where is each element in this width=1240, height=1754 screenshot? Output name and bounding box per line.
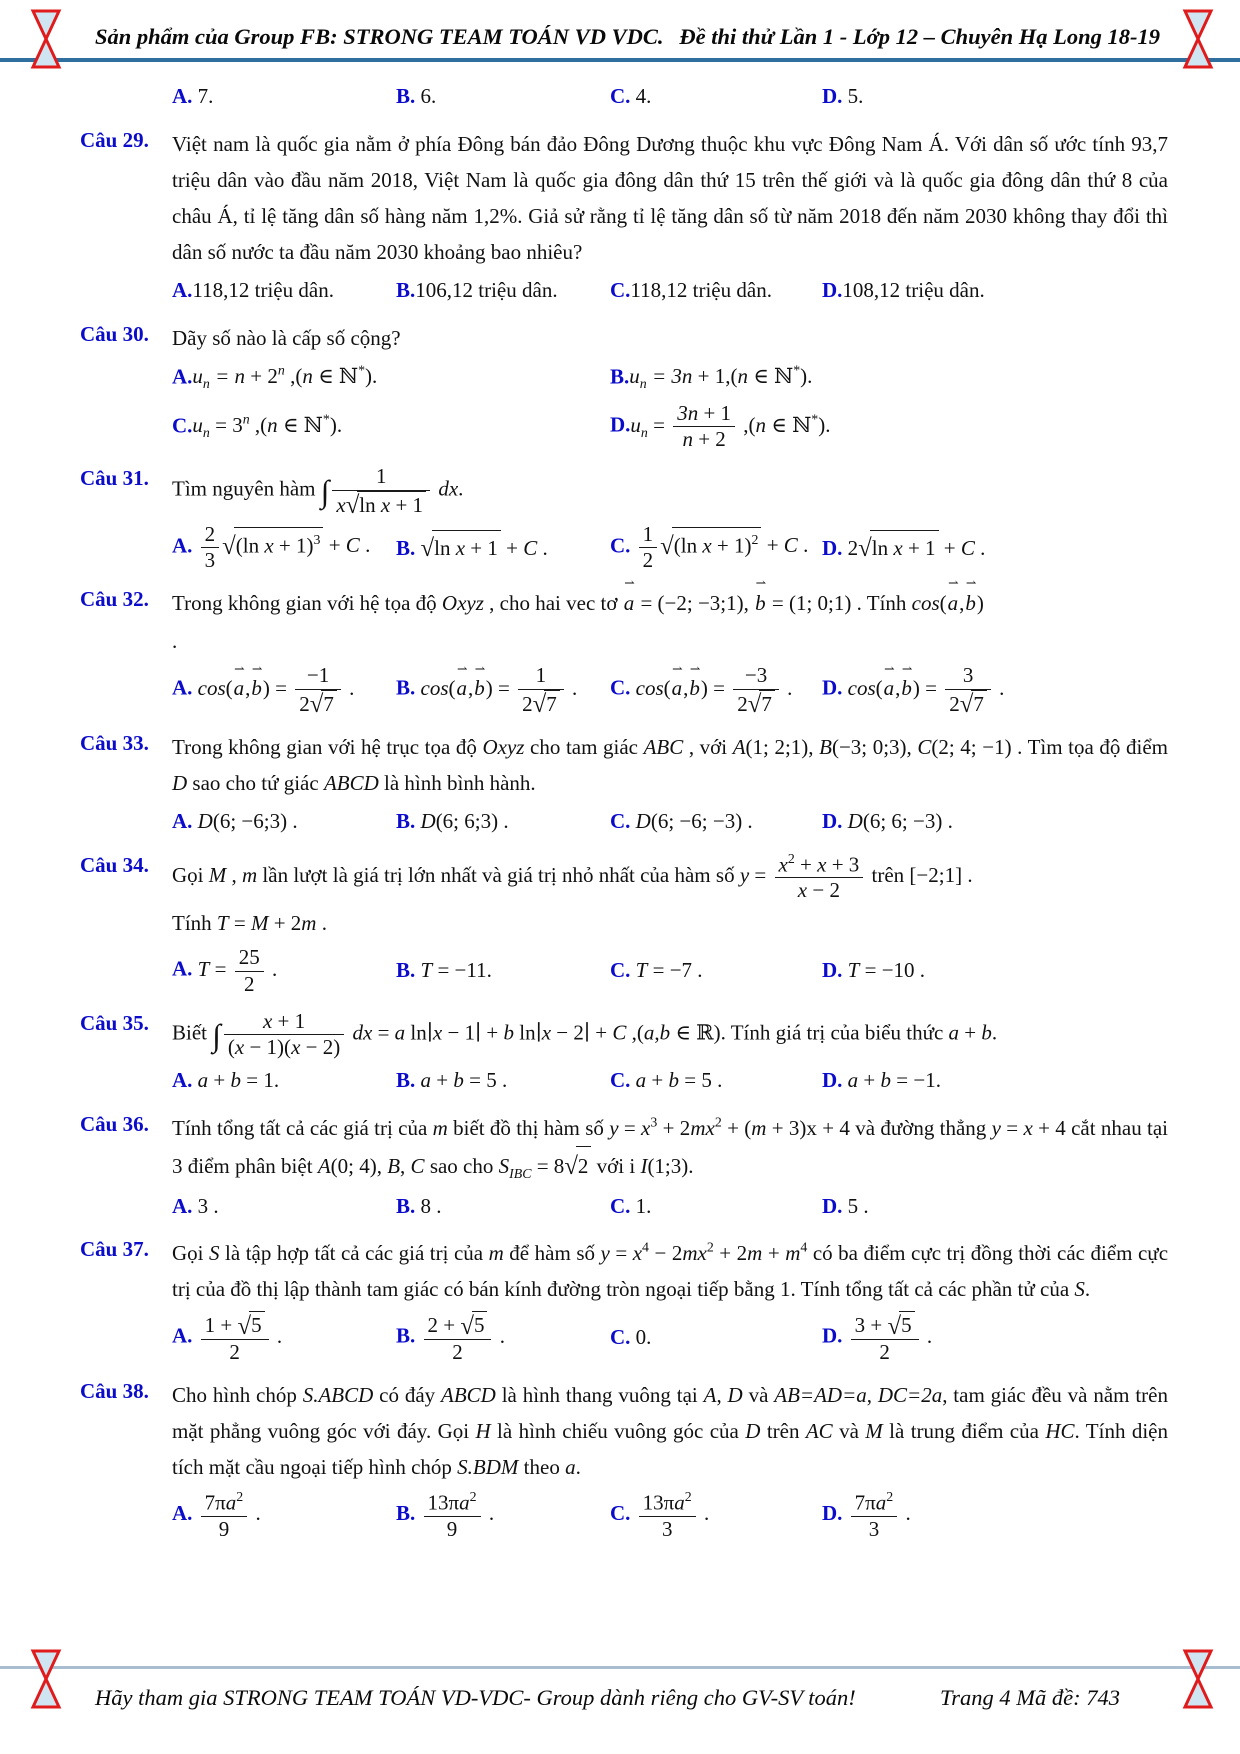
option-text: $\frac{13\pi a^2}{3}$ . — [630, 1501, 709, 1525]
question-body — [172, 729, 1168, 845]
options-row — [172, 1190, 1168, 1224]
option-key: B. — [610, 364, 630, 389]
option-text: $\frac{13\pi a^2}{9}$ . — [415, 1501, 494, 1525]
option-text: 2√ln x + 1 + C . — [842, 536, 985, 560]
question-paragraph: Tính tổng tất cả các giá trị của m biết đồ thị hàm số $y = x^3 + 2mx^2 + (m + 3)x + 4$ và đường thẳng y = x + 4 cắt nhau tại 3 điểm phân biệt A(0; 4), B, C sao cho $S_{IBC} = 8√2$ với i I(1;3). — [172, 1110, 1168, 1186]
options-row — [172, 522, 1168, 573]
question-body — [172, 126, 1168, 314]
option-text: 8 . — [415, 1193, 442, 1218]
option-key: C. — [610, 1325, 631, 1350]
option-key: A. — [172, 1323, 193, 1348]
option-text: $u_n = 3n + 1,(n$ ∈ ℕ*). — [629, 362, 813, 391]
option-c — [610, 1321, 822, 1355]
option-key: A. — [172, 809, 193, 833]
option-d — [822, 274, 1168, 308]
options-row — [172, 945, 1168, 996]
hourglass-icon — [30, 1648, 62, 1710]
option-text: cos( ⇀ a, ⇀ b) = $\frac{1}{2√7}$ . — [420, 662, 578, 719]
option-a — [172, 1064, 396, 1098]
option-text: a + b = 5 . — [420, 1068, 508, 1093]
option-a — [172, 80, 396, 114]
option-c — [610, 1489, 822, 1542]
option-text: $\frac{7\pi a^2}{9}$ . — [192, 1501, 260, 1525]
options-row — [172, 80, 1168, 114]
option-key: B. — [396, 675, 416, 700]
question — [80, 1235, 1168, 1371]
option-d — [822, 80, 1168, 114]
option-key: C. — [610, 809, 631, 833]
option-text: a + b = 1. — [197, 1068, 280, 1093]
option-a — [172, 274, 396, 308]
option-key: D. — [610, 412, 631, 437]
option-key: B. — [396, 278, 416, 303]
option-key: D. — [822, 958, 843, 983]
option-d — [822, 1311, 1168, 1364]
option-text: 5. — [842, 84, 864, 108]
option-text: 6. — [415, 84, 437, 108]
question-body — [172, 1235, 1168, 1371]
option-key: B. — [396, 1501, 416, 1526]
question-label — [80, 76, 172, 120]
option-key: D. — [822, 278, 843, 303]
option-key: A. — [172, 364, 193, 389]
option-text: 108,12 triệu dân. — [842, 278, 985, 303]
question-paragraph: Cho hình chóp S.ABCD có đáy ABCD là hình thang vuông tại A, D và AB=AD=a, DC=2a, tam giác đều và nằm trên mặt phẳng vuông góc với đáy. Gọi H là hình chiếu vuông góc của D trên AC và M là trung điểm của HC. Tính diện tích mặt cầu ngoại tiếp hình chóp S.BDM theo a. — [172, 1382, 1168, 1479]
option-text: 106,12 triệu dân. — [415, 278, 558, 303]
option-key: B. — [396, 958, 416, 983]
option-key: A. — [172, 84, 193, 108]
option-d — [822, 954, 1168, 988]
option-d — [822, 1190, 1168, 1224]
option-text: 5 . — [842, 1193, 869, 1218]
option-key: B. — [396, 1193, 416, 1218]
option-key: A. — [172, 533, 193, 558]
question — [80, 464, 1168, 579]
question-label: Câu 35. — [80, 1010, 149, 1035]
options-row — [172, 360, 1168, 395]
option-text: D(6; −6;3) . — [197, 809, 298, 833]
option-key: C. — [610, 1193, 631, 1218]
option-text: 3 . — [192, 1193, 219, 1218]
option-key: A. — [172, 1068, 193, 1093]
question-body — [172, 1377, 1168, 1548]
option-b — [396, 805, 610, 839]
option-a — [172, 522, 396, 573]
question-body — [172, 464, 1168, 579]
option-a — [172, 662, 396, 719]
option-d — [822, 662, 1168, 719]
question — [80, 126, 1168, 314]
option-b — [396, 530, 610, 566]
option-text: T = $\frac{25}{2}$ . — [197, 945, 278, 996]
option-key: D. — [822, 1193, 843, 1218]
option-text: T = −11. — [420, 958, 492, 983]
options-row — [172, 1489, 1168, 1542]
option-key: D. — [822, 84, 843, 108]
options-row — [80, 76, 1168, 120]
question-label: Câu 34. — [80, 852, 149, 877]
option-c — [610, 522, 822, 573]
option-b — [396, 80, 610, 114]
hourglass-icon — [30, 8, 62, 70]
question — [80, 1377, 1168, 1548]
options-row — [172, 274, 1168, 308]
option-text: 118,12 triệu dân. — [192, 278, 334, 303]
option-key: C. — [610, 1068, 631, 1093]
options-row — [172, 1064, 1168, 1098]
footer-left-text: Hãy tham gia STRONG TEAM TOÁN VD-VDC- Group dành riêng cho GV-SV toán! — [95, 1685, 856, 1710]
option-d — [610, 401, 1168, 452]
question-label: Câu 33. — [80, 730, 149, 755]
option-d — [822, 1064, 1168, 1098]
option-text: $u_n$ = $\frac{3n + 1}{n + 2}$ ,(n ∈ ℕ*). — [630, 401, 831, 452]
option-key: C. — [610, 675, 631, 700]
option-text: cos( ⇀ a, ⇀ b) = $\frac{-3}{2√7}$ . — [635, 662, 793, 719]
question — [80, 851, 1168, 1003]
option-text: 7. — [192, 84, 214, 108]
option-a — [172, 805, 396, 839]
option-key: A. — [172, 956, 193, 981]
option-text: $\frac{1}{2}$ √(ln x + 1)$^2$ + C . — [630, 533, 808, 557]
question-paragraph: Dãy số nào là cấp số cộng? — [172, 325, 401, 350]
option-key: C. — [610, 278, 631, 303]
questions-container — [80, 76, 1168, 1554]
page-header — [0, 0, 1240, 62]
option-b — [396, 274, 610, 308]
question-body — [172, 1009, 1168, 1104]
option-text: $\frac{7\pi a^2}{3}$ . — [842, 1501, 910, 1525]
option-key: A. — [172, 278, 193, 303]
options-row — [172, 401, 1168, 452]
question-body — [172, 320, 1168, 459]
question — [80, 1009, 1168, 1104]
option-c — [610, 805, 822, 839]
question — [80, 1110, 1168, 1229]
option-key: C. — [610, 1501, 631, 1526]
option-key: C. — [172, 413, 193, 438]
option-key: D. — [822, 535, 843, 560]
option-text: D(6; 6;3) . — [420, 809, 509, 833]
question-paragraph: Việt nam là quốc gia nằm ở phía Đông bán đảo Đông Dương thuộc khu vực Đông Nam Á. Với dân số ước tính 93,7 triệu dân vào đầu năm 2018, Việt Nam là quốc gia đông dân thứ 15 trên thế giới và là quốc gia đông dân thứ 8 của châu Á, tỉ lệ tăng dân số hàng năm 1,2%. Giả sử rằng tỉ lệ tăng dân số từ năm 2018 đến năm 2030 không thay đổi thì dân số nước ta đầu năm 2030 khoảng bao nhiêu? — [172, 131, 1168, 264]
option-key: D. — [822, 675, 843, 700]
option-d — [822, 1489, 1168, 1542]
question-paragraph: Gọi M , m lần lượt là giá trị lớn nhất và giá trị nhỏ nhất của hàm số y = $\frac{x^2 + x + 3}{x - 2}$ trên [−2;1] . — [172, 850, 973, 903]
option-text: 118,12 triệu dân. — [630, 278, 772, 303]
option-a — [172, 945, 396, 996]
option-key: C. — [610, 84, 631, 108]
option-b — [396, 1311, 610, 1364]
option-text: $\frac{2}{3}$ √(ln x + 1)$^3$ + C . — [192, 533, 370, 557]
page-footer — [0, 1666, 1240, 1754]
option-text: a + b = −1. — [847, 1068, 941, 1093]
header-right-text: Đề thi thử Lần 1 - Lớp 12 – Chuyên Hạ Long 18-19 — [679, 24, 1160, 49]
option-c — [610, 662, 822, 719]
question-label: Câu 29. — [80, 127, 149, 152]
question-label: Câu 37. — [80, 1237, 149, 1262]
option-b — [396, 662, 610, 719]
hourglass-icon — [1182, 1648, 1214, 1710]
option-key: B. — [396, 1323, 416, 1348]
question-paragraph: Trong không gian với hệ trục tọa độ Oxyz cho tam giác ABC , với A(1; 2;1), B(−3; 0;3), C(2; 4; −1) . Tìm tọa độ điểm D sao cho tứ giác ABCD là hình bình hành. — [172, 734, 1168, 795]
option-d — [822, 805, 1168, 839]
option-key: A. — [172, 1193, 193, 1218]
option-text: 1. — [630, 1193, 652, 1218]
option-c — [610, 1190, 822, 1224]
option-d — [822, 530, 1168, 566]
question-label: Câu 32. — [80, 587, 149, 612]
option-key: D. — [822, 1068, 843, 1093]
question — [80, 320, 1168, 459]
question — [80, 729, 1168, 845]
option-b — [396, 954, 610, 988]
question-paragraph: . — [172, 629, 178, 654]
question-body — [172, 76, 1168, 120]
option-text: $\frac{1 + √5}{2}$ . — [192, 1324, 282, 1348]
option-key: D. — [822, 1501, 843, 1526]
question-body — [172, 575, 1168, 723]
option-key: A. — [172, 1501, 193, 1526]
option-c — [172, 409, 610, 444]
option-text: T = −10 . — [847, 958, 926, 983]
option-key: B. — [396, 1068, 416, 1093]
options-row — [172, 1311, 1168, 1364]
option-key: D. — [822, 1323, 843, 1348]
option-c — [610, 954, 822, 988]
question-paragraph: Tìm nguyên hàm ∫ $\frac{1}{\text{x√ln x + 1}}$ dx. — [172, 464, 464, 520]
option-key: C. — [610, 958, 631, 983]
option-b — [610, 360, 1168, 395]
option-key: C. — [610, 533, 631, 558]
question — [80, 575, 1168, 723]
option-text: $u_n = n + 2^n$ ,(n ∈ ℕ*). — [192, 362, 378, 391]
option-a — [172, 360, 610, 395]
option-key: B. — [396, 809, 416, 833]
question-label: Câu 38. — [80, 1378, 149, 1403]
options-row — [172, 805, 1168, 839]
option-text: $u_n = 3^n$ ,(n ∈ ℕ*). — [192, 412, 343, 441]
options-row — [172, 662, 1168, 719]
option-text: cos( ⇀ a, ⇀ b) = $\frac{-1}{2√7}$ . — [197, 662, 355, 719]
question-paragraph: Tính T = M + 2m . — [172, 911, 327, 936]
option-key: A. — [172, 675, 193, 700]
option-text: $\frac{3 + √5}{2}$ . — [842, 1324, 932, 1348]
option-c — [610, 274, 822, 308]
option-text: a + b = 5 . — [635, 1068, 723, 1093]
option-b — [396, 1190, 610, 1224]
option-text: 4. — [630, 84, 652, 108]
option-key: D. — [822, 809, 843, 833]
option-a — [172, 1311, 396, 1364]
option-a — [172, 1489, 396, 1542]
option-text: D(6; −6; −3) . — [635, 809, 753, 833]
option-text: cos( ⇀ a, ⇀ b) = $\frac{3}{2√7}$ . — [847, 662, 1005, 719]
question-body — [172, 1110, 1168, 1229]
option-text: √ln x + 1 + C . — [415, 536, 547, 560]
option-a — [172, 1190, 396, 1224]
option-b — [396, 1064, 610, 1098]
option-key: B. — [396, 535, 416, 560]
option-text: $\frac{2 + √5}{2}$ . — [415, 1324, 505, 1348]
option-text: D(6; 6; −3) . — [847, 809, 953, 833]
option-key: B. — [396, 84, 416, 108]
question-label: Câu 31. — [80, 466, 149, 491]
header-left-text: Sản phẩm của Group FB: STRONG TEAM TOÁN VD VDC. — [95, 24, 664, 49]
question-label: Câu 30. — [80, 321, 149, 346]
option-b — [396, 1489, 610, 1542]
question-body — [172, 851, 1168, 1003]
option-text: T = −7 . — [635, 958, 703, 983]
question-paragraph: Gọi S là tập hợp tất cả các giá trị của m để hàm số $y = x^4 - 2mx^2 + 2m + m^4$ có ba điểm cực trị đồng thời các điểm cực trị của đồ thị lập thành tam giác có bán kính đường tròn ngoại tiếp bằng 1. Tính tổng tất cả các phần tử của S. — [172, 1239, 1169, 1302]
option-c — [610, 80, 822, 114]
hourglass-icon — [1182, 8, 1214, 70]
question-paragraph: Trong không gian với hệ tọa độ Oxyz , cho hai vec tơ ⇀ a = (−2; −3;1), ⇀ b = (1; 0;1) . Tính cos( ⇀ a, ⇀ b) — [172, 575, 984, 616]
question-label: Câu 36. — [80, 1111, 149, 1136]
option-text: 0. — [630, 1325, 652, 1350]
footer-right-text: Trang 4 Mã đề: 743 — [940, 1685, 1120, 1710]
option-c — [610, 1064, 822, 1098]
question-paragraph: Biết ∫ $\frac{x + 1}{(x - 1)(x - 2)}$ dx = a ln∣x − 1∣ + b ln∣x − 2∣ + C ,(a,b ∈ ℝ). Tính giá trị của biểu thức a + b. — [172, 1008, 998, 1059]
